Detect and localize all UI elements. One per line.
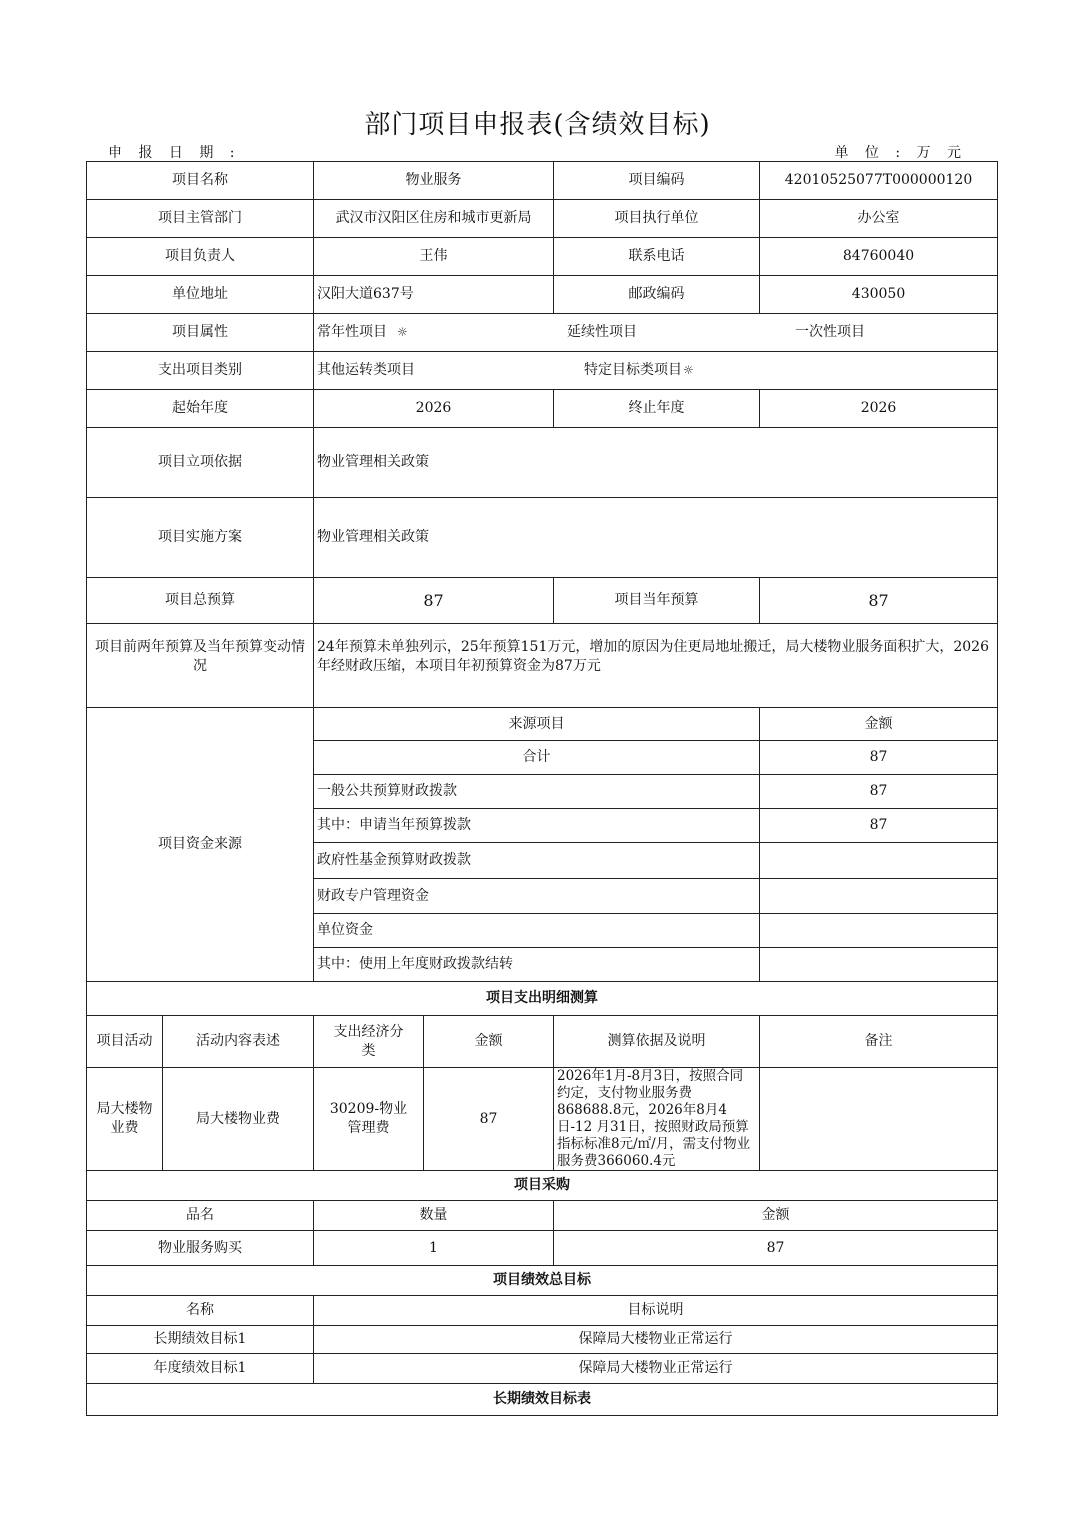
label-phone: 联系电话	[554, 238, 760, 276]
expense-description: 局大楼物业费	[163, 1068, 314, 1171]
unit-label: 单 位 : 万 元	[834, 145, 967, 161]
funding-col-source: 来源项目	[314, 708, 760, 741]
funding-source: 其中：申请当年预算拨款	[314, 809, 760, 843]
value-address: 汉阳大道637号	[314, 276, 554, 314]
procurement-amount: 87	[554, 1231, 998, 1266]
expense-col-econ-class: 支出经济分类	[314, 1016, 424, 1068]
funding-source: 合计	[314, 741, 760, 775]
procurement-col-amount: 金额	[554, 1201, 998, 1231]
value-change: 24年预算未单独列示，25年预算151万元，增加的原因为住更局地址搬迁，局大楼物业服务面积扩大，2026年经财政压缩，本项目年初预算资金为87万元	[314, 624, 998, 708]
performance-header-row	[87, 1296, 998, 1326]
row-basis	[87, 428, 998, 498]
expense-col-amount: 金额	[424, 1016, 554, 1068]
performance-name: 年度绩效目标1	[87, 1354, 314, 1384]
gear-icon: ☼	[397, 325, 408, 339]
label-project-code: 项目编码	[554, 162, 760, 200]
funding-amount: 87	[760, 775, 998, 809]
expense-section-title: 项目支出明细测算	[87, 982, 998, 1016]
funding-source: 一般公共预算财政拨款	[314, 775, 760, 809]
performance-name: 长期绩效目标1	[87, 1326, 314, 1354]
category-options	[314, 352, 998, 390]
value-year-budget: 87	[760, 578, 998, 624]
procurement-header-row	[87, 1201, 998, 1231]
report-date-label: 申 报 日 期 :	[108, 145, 241, 161]
funding-source: 财政专户管理资金	[314, 879, 760, 914]
row-project-name	[87, 162, 998, 200]
label-attr: 项目属性	[87, 314, 314, 352]
category-option-specific[interactable]: 特定目标类项目☼	[584, 362, 694, 378]
funding-amount	[760, 843, 998, 879]
performance-row	[87, 1326, 998, 1354]
expense-section-row	[87, 982, 998, 1016]
performance-col-desc: 目标说明	[314, 1296, 998, 1326]
page-title: 部门项目申报表(含绩效目标)	[364, 110, 711, 140]
attr-options	[314, 314, 998, 352]
value-postcode: 430050	[760, 276, 998, 314]
label-start-year: 起始年度	[87, 390, 314, 428]
category-option-operating[interactable]: 其他运转类项目	[317, 362, 415, 378]
row-years	[87, 390, 998, 428]
label-category: 支出项目类别	[87, 352, 314, 390]
expense-col-activity: 项目活动	[87, 1016, 163, 1068]
expense-econ-class: 30209-物业管理费	[314, 1068, 424, 1171]
value-project-name: 物业服务	[314, 162, 554, 200]
value-basis: 物业管理相关政策	[314, 428, 998, 498]
value-leader: 王伟	[314, 238, 554, 276]
attr-option-onetime[interactable]: 一次性项目	[795, 324, 865, 340]
performance-col-name: 名称	[87, 1296, 314, 1326]
label-postcode: 邮政编码	[554, 276, 760, 314]
performance-row	[87, 1354, 998, 1384]
row-plan	[87, 498, 998, 578]
attr-option-continuing[interactable]: 延续性项目	[567, 324, 637, 340]
value-plan: 物业管理相关政策	[314, 498, 998, 578]
funding-amount: 87	[760, 741, 998, 775]
expense-col-note: 备注	[760, 1016, 998, 1068]
performance-section-title: 项目绩效总目标	[87, 1266, 998, 1296]
procurement-col-qty: 数量	[314, 1201, 554, 1231]
funding-source: 政府性基金预算财政拨款	[314, 843, 760, 879]
funding-col-amount: 金额	[760, 708, 998, 741]
label-project-name: 项目名称	[87, 162, 314, 200]
label-exec-unit: 项目执行单位	[554, 200, 760, 238]
expense-note	[760, 1068, 998, 1171]
expense-col-description: 活动内容表述	[163, 1016, 314, 1068]
funding-header-row	[87, 708, 998, 741]
performance-desc: 保障局大楼物业正常运行	[314, 1326, 998, 1354]
value-project-code: 42010525077T000000120	[760, 162, 998, 200]
row-budget	[87, 578, 998, 624]
gear-icon: ☼	[683, 363, 694, 377]
expense-row	[87, 1068, 998, 1171]
funding-source: 其中：使用上年度财政拨款结转	[314, 948, 760, 982]
expense-amount: 87	[424, 1068, 554, 1171]
attr-option-regular[interactable]: 常年性项目 ☼	[317, 324, 408, 340]
value-exec-unit: 办公室	[760, 200, 998, 238]
funding-amount	[760, 948, 998, 982]
row-category	[87, 352, 998, 390]
label-address: 单位地址	[87, 276, 314, 314]
long-term-table-title: 长期绩效目标表	[87, 1384, 998, 1416]
funding-amount	[760, 914, 998, 948]
label-year-budget: 项目当年预算	[554, 578, 760, 624]
performance-section-row	[87, 1266, 998, 1296]
long-term-table-row	[87, 1384, 998, 1416]
row-dept	[87, 200, 998, 238]
expense-basis: 2026年1月-8月3日，按照合同约定，支付物业服务费868688.8元，2026年8月4日-12 月31日，按照财政局预算指标标准8元/㎡/月，需支付物业服务费366060.4元	[554, 1068, 760, 1171]
value-total-budget: 87	[314, 578, 554, 624]
row-change	[87, 624, 998, 708]
label-change: 项目前两年预算及当年预算变动情况	[87, 624, 314, 708]
performance-desc: 保障局大楼物业正常运行	[314, 1354, 998, 1384]
value-start-year: 2026	[314, 390, 554, 428]
expense-col-basis: 测算依据及说明	[554, 1016, 760, 1068]
row-address	[87, 276, 998, 314]
funding-amount: 87	[760, 809, 998, 843]
label-basis: 项目立项依据	[87, 428, 314, 498]
label-dept: 项目主管部门	[87, 200, 314, 238]
procurement-section-title: 项目采购	[87, 1171, 998, 1201]
label-plan: 项目实施方案	[87, 498, 314, 578]
project-form	[86, 161, 997, 1416]
funding-amount	[760, 879, 998, 914]
label-funding: 项目资金来源	[87, 708, 314, 982]
row-attr	[87, 314, 998, 352]
label-total-budget: 项目总预算	[87, 578, 314, 624]
procurement-col-name: 品名	[87, 1201, 314, 1231]
procurement-name: 物业服务购买	[87, 1231, 314, 1266]
row-leader	[87, 238, 998, 276]
funding-source: 单位资金	[314, 914, 760, 948]
value-phone: 84760040	[760, 238, 998, 276]
label-leader: 项目负责人	[87, 238, 314, 276]
procurement-qty: 1	[314, 1231, 554, 1266]
value-dept: 武汉市汉阳区住房和城市更新局	[314, 200, 554, 238]
procurement-row	[87, 1231, 998, 1266]
expense-activity: 局大楼物业费	[87, 1068, 163, 1171]
value-end-year: 2026	[760, 390, 998, 428]
procurement-section-row	[87, 1171, 998, 1201]
label-end-year: 终止年度	[554, 390, 760, 428]
project-table	[86, 161, 998, 1416]
expense-header-row	[87, 1016, 998, 1068]
